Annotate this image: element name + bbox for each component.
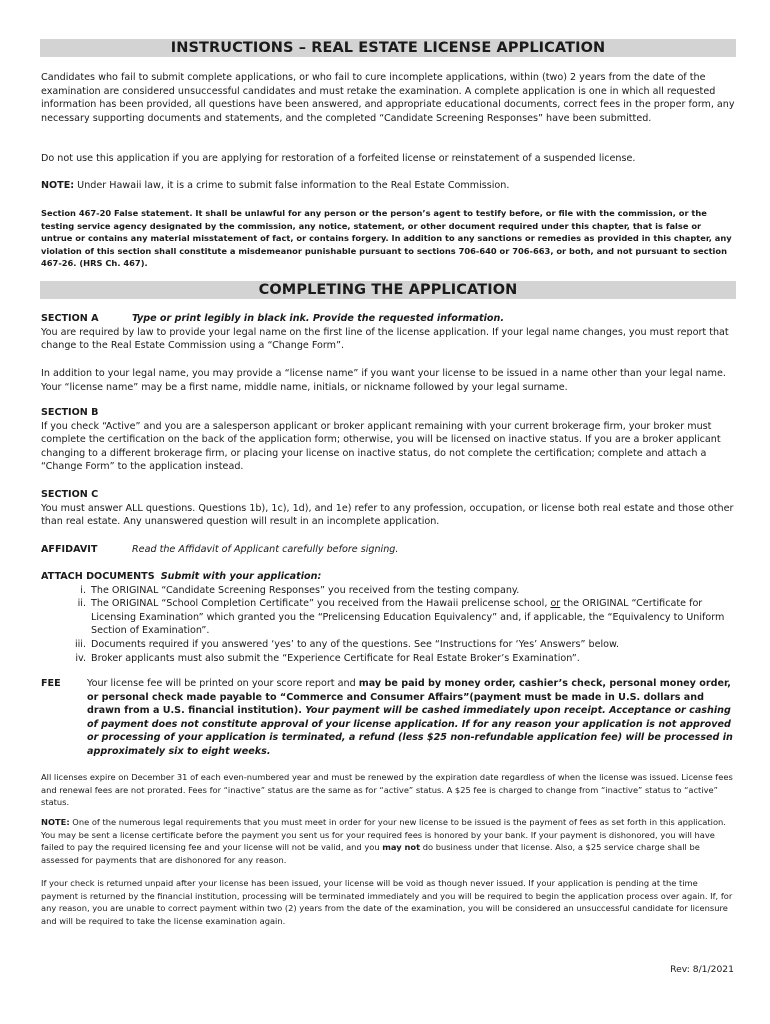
page-title: INSTRUCTIONS – REAL ESTATE LICENSE APPLICATION: [40, 39, 736, 57]
section-c: [41, 488, 735, 529]
intro-paragraph: Candidates who fail to submit complete applications, or who fail to cure incomplete applications, within (two) 2 years from the date of the examination are considered unsuccessful candidates and must retake the examination. A complete application is one in which all requested information has been provided, all questions have been answered, and appropriate educational documents, correct fees in the proper form, any necessary supporting documents and statements, and the completed “Candidate Screening Responses” have been submitted.: [41, 72, 735, 124]
note-paragraph: [41, 179, 735, 193]
attach-subtitle: Submit with your application:: [160, 571, 322, 582]
affidavit-text: Read the Affidavit of Applicant carefully before signing.: [132, 544, 399, 555]
section-b-label: SECTION B: [41, 407, 99, 418]
revision-date: Rev: 8/1/2021: [670, 964, 734, 975]
section-467-paragraph: Section 467-20 False statement. It shall be unlawful for any person or the person’s agent to testify before, or file with the commission, or the testing service agency designated by the commission, any notice, statement, or other document required under this chapter, that is false or untrue or contains any material misstatement of fact, or contains forgery. In addition to any sanctions or remedies as provided in this chapter, any violation of this section shall constitute a misdemeanor punishable pursuant to sections 706-640 or 706-663, or both, and not pursuant to section 467-26. (HRS Ch. 467).: [41, 208, 732, 268]
list-item: iv. Broker applicants must also submit the “Experience Certificate for Real Estate Broker’s Examination”.: [75, 652, 580, 664]
section-c-label: SECTION C: [41, 489, 99, 500]
section-a: [41, 312, 735, 353]
license-name-paragraph: In addition to your legal name, you may provide a “license name” if you want your license to be issued in a name other than your legal name. Your “license name” may be a first name, middle name, initials, or nickname followed by your legal surname.: [41, 368, 726, 393]
completing-title: COMPLETING THE APPLICATION: [40, 281, 736, 299]
section-b: [41, 406, 735, 474]
attach-documents: [41, 570, 735, 665]
affidavit-row: [41, 543, 735, 557]
note-label: NOTE:: [41, 180, 75, 191]
note-text: Under Hawaii law, it is a crime to submit false information to the Real Estate Commission.: [74, 180, 510, 191]
fee-label: FEE: [41, 678, 61, 689]
section-c-text: You must answer ALL questions. Questions 1b), 1c), 1d), and 1e) refer to any profession, occupation, or license both real estate and those other than real estate. Any unanswered question will result in an incomplete application.: [41, 502, 734, 528]
restoration-paragraph: Do not use this application if you are applying for restoration of a forfeited license or reinstatement of a suspended license.: [41, 153, 636, 164]
section-a-label: SECTION A: [41, 313, 99, 324]
returned-check-paragraph: If your check is returned unpaid after your license has been issued, your license will be void as though never issued. If your application is pending at the time payment is returned by the financial institution, processing will be terminated immediately and you will be required to begin the application process over again. If, for any reason, you are unable to correct payment within two (2) years from the date of the examination, you will be considered an unsuccessful candidate for licensure and will be required to take the license examination again.: [41, 878, 733, 926]
affidavit-label: AFFIDAVIT: [41, 544, 98, 555]
section-a-subtitle: Type or print legibly in black ink. Provide the requested information.: [132, 313, 504, 324]
fee-text: Your license fee will be printed on your score report and may be paid by money order, cashier’s check, personal money order, or personal check made payable to “Commerce and Consumer Affairs”(payment must be made in U.S. dollars and drawn from a U.S. financial institution). Your payment will be cashed immediately upon receipt. Acceptance or cashing of payment does not constitute approval of your license application. If for any reason your application is not approved or processing of your application is terminated, a refund (less $25 non-refundable application fee) will be processed in approximately six to eight weeks.: [87, 678, 733, 757]
payment-note-paragraph: NOTE: One of the numerous legal requirements that you must meet in order for your new license to be issued is the payment of fees as set forth in this application. You may be sent a license certificate before the payment you sent us for your required fees is honored by your bank. If your payment is dishonored, you will have failed to pay the required licensing fee and your license will not be valid, and you may not do business under that license. Also, a $25 service charge shall be assessed for payments that are dishonored for any reason.: [41, 817, 726, 865]
expiration-paragraph: All licenses expire on December 31 of each even-numbered year and must be renewed by the expiration date regardless of when the license was issued. License fees and renewal fees are not prorated. Fees for “inactive” status are the same as for “active” status. A $25 fee is charged to change from “inactive” status to “active” status.: [41, 772, 733, 807]
attach-label: ATTACH DOCUMENTS: [41, 571, 155, 582]
section-a-text: You are required by law to provide your legal name on the first line of the license application. If your legal name changes, you must report that change to the Real Estate Commission using a “Change Form”.: [41, 326, 729, 352]
list-item: ii. The ORIGINAL “School Completion Certificate” you received from the Hawaii prelicense school, or the ORIGINAL “Certificate for Licensing Examination” which granted you the “Prelicensing Education Equivalency” and, if applicable, the “Equivalency to Uniform Section of Examination”.: [77, 598, 725, 637]
section-b-text: If you check “Active” and you are a salesperson applicant or broker applicant remaining with your current brokerage firm, your broker must complete the certification on the back of the application form; otherwise, you will be licensed on inactive status. If you are a broker applicant changing to a different brokerage firm, or placing your license on inactive status, do not complete the certification; complete and attach a “Change Form” to the application instead.: [41, 420, 721, 473]
list-item: i. The ORIGINAL “Candidate Screening Responses” you received from the testing company.: [80, 584, 520, 596]
list-item: iii. Documents required if you answered ‘yes’ to any of the questions. See “Instructions for ‘Yes’ Answers” below.: [74, 638, 620, 650]
